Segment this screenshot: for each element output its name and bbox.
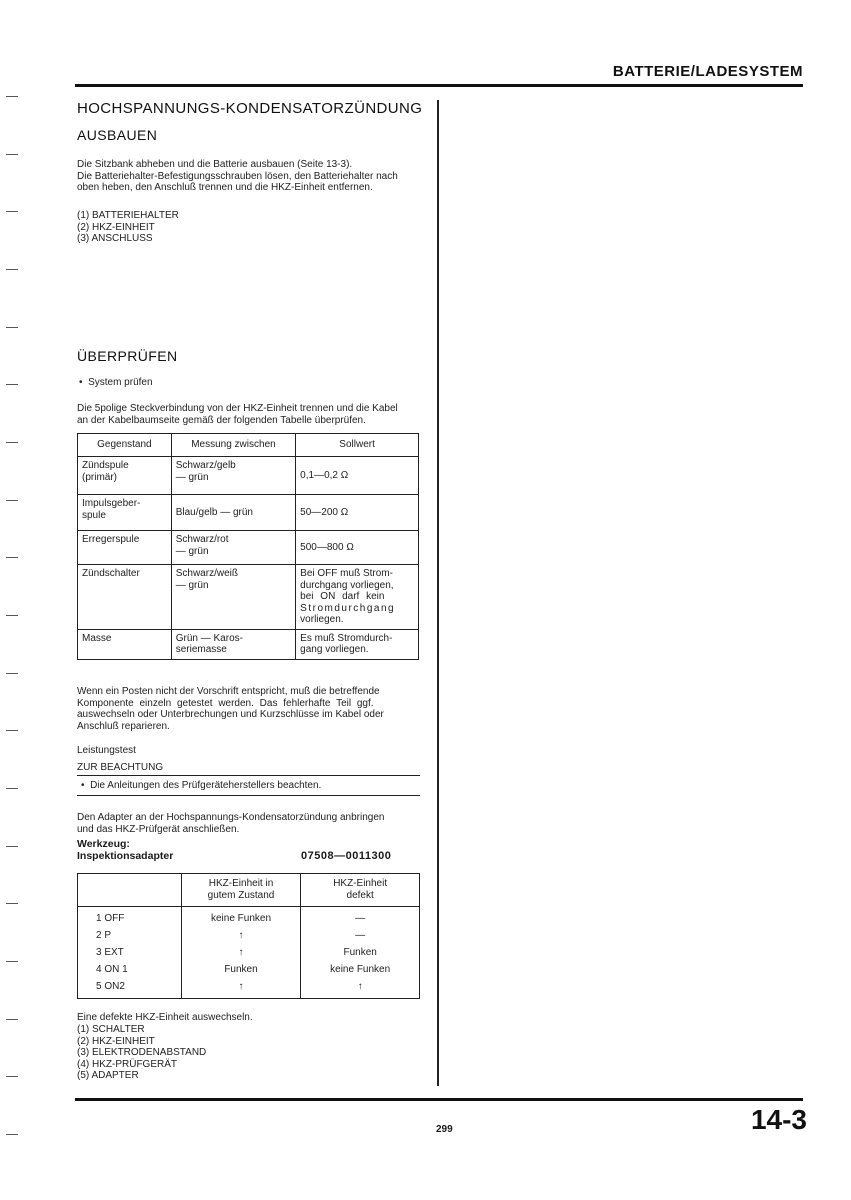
table-cell: 5 ON2 [78, 978, 182, 999]
table-row [78, 978, 420, 999]
table-header-row [78, 874, 420, 907]
note-rule-bottom [77, 795, 420, 796]
table-row [78, 629, 419, 659]
paragraph-line: Komponente einzeln getestet werden. Das fehlerhafte Teil ggf. [77, 697, 374, 709]
table-row [78, 907, 420, 928]
table-row [78, 927, 420, 944]
table-cell: Schwarz/gelb — grün [171, 457, 295, 495]
bullet-icon: • [79, 377, 89, 388]
table-cell: Bei OFF muß Strom- durchgang vorliegen, bei ON darf kein Stromdurchgang vorliegen. [296, 565, 419, 630]
column-header: Messung zwischen [171, 434, 295, 457]
table-header-row [78, 434, 419, 457]
note-title: ZUR BEACHTUNG [77, 762, 164, 773]
table-row [78, 457, 419, 495]
intro-line: an der Kabelbaumseite gemäß der folgenden Tabelle überprüfen. [77, 414, 366, 426]
table-row [78, 961, 420, 978]
table-cell: Erregerspule [78, 531, 172, 565]
section-number: 14-3 [750, 1104, 807, 1135]
table-row [78, 495, 419, 531]
ausbauen-line: Die Sitzbank abheben und die Batterie ausbauen (Seite 13-3). [77, 159, 353, 170]
bullet-item [79, 377, 153, 389]
table-cell: 4 ON 1 [78, 961, 182, 978]
table-cell: 500—800 Ω [296, 531, 419, 565]
ausbauen-line: Die Batteriehalter-Befestigungsschrauben lösen, den Batteriehalter nach [77, 170, 398, 182]
table-cell: Zündschalter [78, 565, 172, 630]
footer-rule [75, 1098, 803, 1101]
table-cell: 0,1—0,2 Ω [296, 457, 419, 495]
after-table-text [77, 686, 422, 732]
pruefen-intro [77, 403, 422, 426]
table-cell: 1 OFF [78, 907, 182, 928]
paragraph-line: Anschluß reparieren. [77, 720, 170, 732]
pruefen-heading: ÜBERPRÜFEN [77, 348, 178, 364]
table-row [78, 944, 420, 961]
table-cell: ↑ [301, 978, 420, 999]
spark-test-table [77, 873, 420, 999]
legend-item: (3) ANSCHLUSS [77, 233, 153, 244]
column-header: HKZ-Einheit defekt [301, 874, 420, 907]
legend-item: (1) BATTERIEHALTER [77, 210, 179, 221]
table-cell: Impulsgeber- spule [78, 495, 172, 531]
column-divider [437, 100, 439, 1086]
table-cell: Masse [78, 629, 172, 659]
legend-item: (4) HKZ-PRÜFGERÄT [77, 1058, 177, 1070]
header-rule [75, 84, 803, 87]
table-cell: 2 P [78, 927, 182, 944]
table-cell: Grün — Karos- seriemasse [171, 629, 295, 659]
note-item [81, 780, 321, 792]
table-cell: Funken [301, 944, 420, 961]
adapter-text [77, 812, 422, 835]
column-header: Gegenstand [78, 434, 172, 457]
table-cell: ↑ [181, 978, 301, 999]
tool-number: 07508—0011300 [301, 850, 392, 862]
legend-item: (3) ELEKTRODENABSTAND [77, 1047, 207, 1058]
ausbauen-line: oben heben, den Anschluß trennen und die HKZ-Einheit entfernen. [77, 182, 373, 193]
paragraph-line: Den Adapter an der Hochspannungs-Kondensatorzündung anbringen [77, 812, 385, 823]
leistungstest-label: Leistungstest [77, 745, 136, 756]
resistance-table [77, 433, 419, 660]
page-number: 299 [436, 1124, 453, 1135]
note-rule-top [77, 775, 420, 776]
table-cell: ↑ [181, 944, 301, 961]
table-cell: 3 EXT [78, 944, 182, 961]
page-title: HOCHSPANNUNGS-KONDENSATORZÜNDUNG [77, 100, 423, 117]
ausbauen-legend [77, 210, 179, 245]
table-cell: — [301, 927, 420, 944]
table-cell: Blau/gelb — grün [171, 495, 295, 531]
table-cell: ↑ [181, 927, 301, 944]
legend-item: (5) ADAPTER [77, 1070, 139, 1081]
tool-label: Werkzeug: [77, 838, 130, 850]
note-text: Die Anleitungen des Prüfgeräteherstellers beachten. [90, 780, 322, 791]
ausbauen-text [77, 159, 422, 194]
table-cell: Schwarz/weiß — grün [171, 565, 295, 630]
legend-item: (1) SCHALTER [77, 1024, 145, 1035]
bullet-text: System prüfen [88, 377, 153, 388]
replace-text: Eine defekte HKZ-Einheit auswechseln. [77, 1012, 253, 1023]
table-cell: keine Funken [181, 907, 301, 928]
ausbauen-heading: AUSBAUEN [77, 127, 158, 143]
legend-item: (2) HKZ-EINHEIT [77, 1035, 155, 1047]
table-cell: keine Funken [301, 961, 420, 978]
test-legend [77, 1024, 206, 1082]
column-header [78, 874, 182, 907]
paragraph-line: und das HKZ-Prüfgerät anschließen. [77, 823, 240, 835]
table-cell: — [301, 907, 420, 928]
table-row [78, 565, 419, 630]
table-cell: Zündspule (primär) [78, 457, 172, 495]
table-cell: 50—200 Ω [296, 495, 419, 531]
legend-item: (2) HKZ-EINHEIT [77, 221, 155, 233]
column-header: Sollwert [296, 434, 419, 457]
tool-name: Inspektionsadapter [77, 850, 174, 862]
table-cell: Schwarz/rot — grün [171, 531, 295, 565]
bullet-icon: • [81, 780, 91, 791]
table-cell: Funken [181, 961, 301, 978]
paragraph-line: auswechseln oder Unterbrechungen und Kurzschlüsse im Kabel oder [77, 709, 384, 720]
table-cell: Es muß Stromdurch- gang vorliegen. [296, 629, 419, 659]
intro-line: Die 5polige Steckverbindung von der HKZ-Einheit trennen und die Kabel [77, 403, 398, 414]
section-header-title: BATTERIE/LADESYSTEM [612, 63, 803, 80]
paragraph-line: Wenn ein Posten nicht der Vorschrift entspricht, muß die betreffende [77, 686, 380, 697]
table-row [78, 531, 419, 565]
column-header: HKZ-Einheit in gutem Zustand [181, 874, 301, 907]
